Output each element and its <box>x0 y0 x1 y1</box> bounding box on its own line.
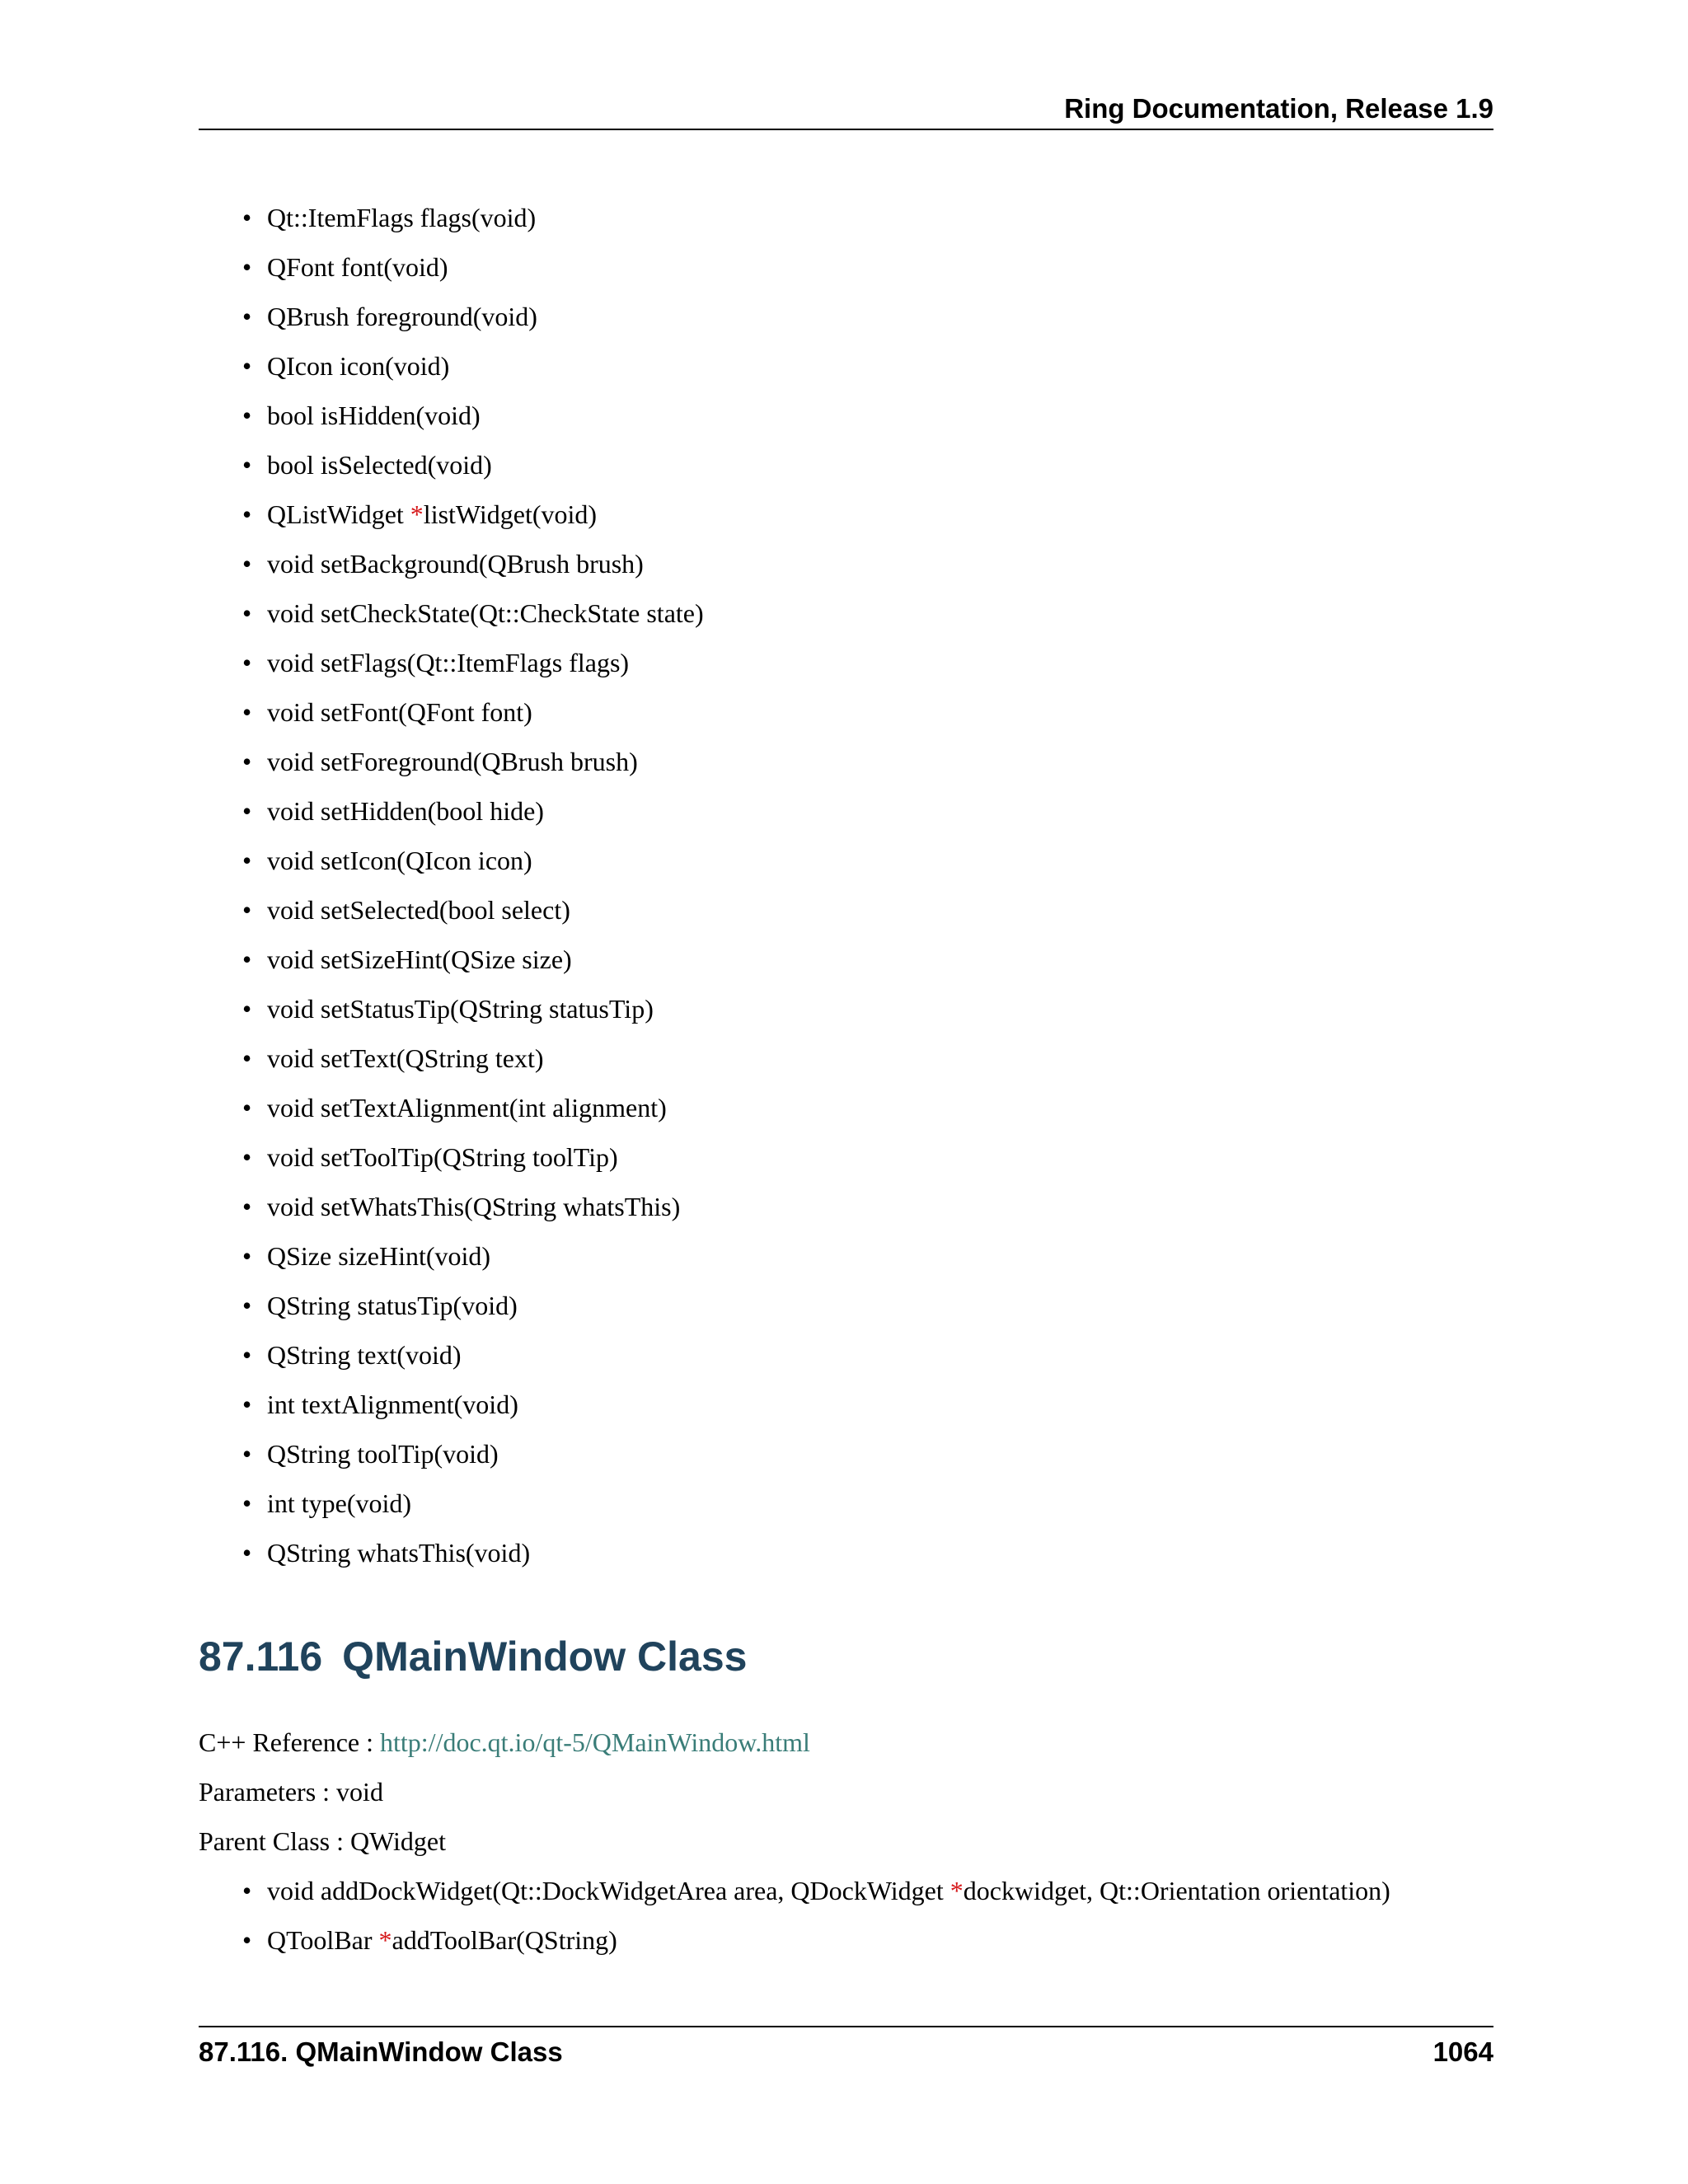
method-item <box>239 992 704 1042</box>
method-signature: Qt::ItemFlags flags(void) <box>267 203 537 232</box>
method-item <box>239 1874 1390 1924</box>
bullet-icon: • <box>242 846 252 875</box>
bullet-icon: • <box>242 252 252 282</box>
bullet-icon: • <box>242 648 252 677</box>
method-item <box>239 696 704 745</box>
method-item <box>239 448 704 498</box>
method-item <box>239 399 704 448</box>
method-signature: void setFlags(Qt::ItemFlags flags) <box>267 648 630 677</box>
pointer-marker: * <box>378 1925 392 1955</box>
method-item <box>239 1141 704 1190</box>
method-signature: void addDockWidget(Qt::DockWidgetArea area, QDockWidget <box>267 1876 950 1905</box>
bullet-icon: • <box>242 1876 252 1905</box>
method-item <box>239 794 704 844</box>
method-signature: void setSelected(bool select) <box>267 895 570 925</box>
bullet-icon: • <box>242 1093 252 1122</box>
bullet-icon: • <box>242 1925 252 1955</box>
method-item <box>239 1536 704 1586</box>
method-item <box>239 1487 704 1536</box>
method-item <box>239 1437 704 1487</box>
method-signature: void setIcon(QIcon icon) <box>267 846 532 875</box>
bullet-icon: • <box>242 747 252 776</box>
bullet-icon: • <box>242 1439 252 1469</box>
pointer-marker: * <box>950 1876 964 1905</box>
method-signature: void setForeground(QBrush brush) <box>267 747 638 776</box>
method-item <box>239 1338 704 1388</box>
method-item <box>239 1924 1390 1973</box>
method-item <box>239 1042 704 1091</box>
bullet-icon: • <box>242 598 252 628</box>
cpp-reference-line <box>199 1726 810 1759</box>
method-signature: QBrush foreground(void) <box>267 302 537 331</box>
method-item <box>239 893 704 943</box>
bullet-icon: • <box>242 944 252 974</box>
method-item <box>239 498 704 547</box>
section-title: QMainWindow Class <box>342 1633 748 1680</box>
method-signature: QString statusTip(void) <box>267 1291 518 1320</box>
bullet-icon: • <box>242 203 252 232</box>
bullet-icon: • <box>242 1043 252 1073</box>
bullet-icon: • <box>242 450 252 480</box>
page-number: 1064 <box>1432 2036 1493 2067</box>
bullet-icon: • <box>242 549 252 579</box>
bullet-icon: • <box>242 1390 252 1419</box>
method-signature-rest: dockwidget, Qt::Orientation orientation) <box>963 1876 1390 1905</box>
pointer-marker: * <box>410 499 424 529</box>
method-list <box>239 201 704 1586</box>
document-title: Ring Documentation, Release 1.9 <box>1064 93 1493 124</box>
bullet-icon: • <box>242 697 252 727</box>
method-item <box>239 844 704 893</box>
method-signature: QSize sizeHint(void) <box>267 1241 491 1271</box>
bullet-icon: • <box>242 1192 252 1221</box>
bullet-icon: • <box>242 401 252 430</box>
method-signature: void setSizeHint(QSize size) <box>267 944 572 974</box>
method-item <box>239 349 704 399</box>
method-item <box>239 201 704 251</box>
method-signature: QIcon icon(void) <box>267 351 450 381</box>
method-signature: int textAlignment(void) <box>267 1390 518 1419</box>
page-header <box>199 92 1493 130</box>
method-signature: void setStatusTip(QString statusTip) <box>267 994 654 1024</box>
page-footer <box>199 2026 1493 2077</box>
bullet-icon: • <box>242 1340 252 1370</box>
method-signature: void setTextAlignment(int alignment) <box>267 1093 667 1122</box>
method-item <box>239 1289 704 1338</box>
bullet-icon: • <box>242 1142 252 1172</box>
qmainwindow-method-list <box>239 1874 1390 1973</box>
bullet-icon: • <box>242 895 252 925</box>
method-signature: void setCheckState(Qt::CheckState state) <box>267 598 704 628</box>
bullet-icon: • <box>242 1538 252 1568</box>
parameters-line: Parameters : void <box>199 1777 383 1807</box>
bullet-icon: • <box>242 1291 252 1320</box>
cpp-reference-label: C++ Reference : <box>199 1727 380 1757</box>
section-heading <box>199 1632 747 1681</box>
method-signature: void setText(QString text) <box>267 1043 544 1073</box>
method-item <box>239 1190 704 1240</box>
bullet-icon: • <box>242 994 252 1024</box>
bullet-icon: • <box>242 499 252 529</box>
section-number: 87.116 <box>199 1633 323 1680</box>
method-item <box>239 943 704 992</box>
bullet-icon: • <box>242 796 252 826</box>
method-signature: QFont font(void) <box>267 252 448 282</box>
method-item <box>239 1240 704 1289</box>
bullet-icon: • <box>242 351 252 381</box>
method-item <box>239 745 704 794</box>
method-signature: bool isSelected(void) <box>267 450 492 480</box>
method-signature: QString toolTip(void) <box>267 1439 499 1469</box>
method-item <box>239 1388 704 1437</box>
method-item <box>239 597 704 646</box>
method-item <box>239 1091 704 1141</box>
method-signature: void setBackground(QBrush brush) <box>267 549 644 579</box>
method-signature: QString whatsThis(void) <box>267 1538 531 1568</box>
method-signature: bool isHidden(void) <box>267 401 481 430</box>
bullet-icon: • <box>242 1488 252 1518</box>
method-signature: void setWhatsThis(QString whatsThis) <box>267 1192 681 1221</box>
method-signature: void setFont(QFont font) <box>267 697 532 727</box>
bullet-icon: • <box>242 1241 252 1271</box>
method-item <box>239 300 704 349</box>
method-signature-rest: listWidget(void) <box>423 499 598 529</box>
method-item <box>239 251 704 300</box>
method-signature: QString text(void) <box>267 1340 462 1370</box>
footer-section-title: 87.116. QMainWindow Class <box>199 2036 563 2067</box>
method-signature: QListWidget <box>267 499 410 529</box>
method-signature-rest: addToolBar(QString) <box>392 1925 617 1955</box>
method-signature: void setToolTip(QString toolTip) <box>267 1142 618 1172</box>
bullet-icon: • <box>242 302 252 331</box>
method-item <box>239 547 704 597</box>
cpp-reference-link[interactable]: http://doc.qt.io/qt-5/QMainWindow.html <box>380 1727 810 1757</box>
method-signature: void setHidden(bool hide) <box>267 796 544 826</box>
method-signature: QToolBar <box>267 1925 379 1955</box>
method-item <box>239 646 704 696</box>
parent-class-line: Parent Class : QWidget <box>199 1826 446 1856</box>
method-signature: int type(void) <box>267 1488 412 1518</box>
